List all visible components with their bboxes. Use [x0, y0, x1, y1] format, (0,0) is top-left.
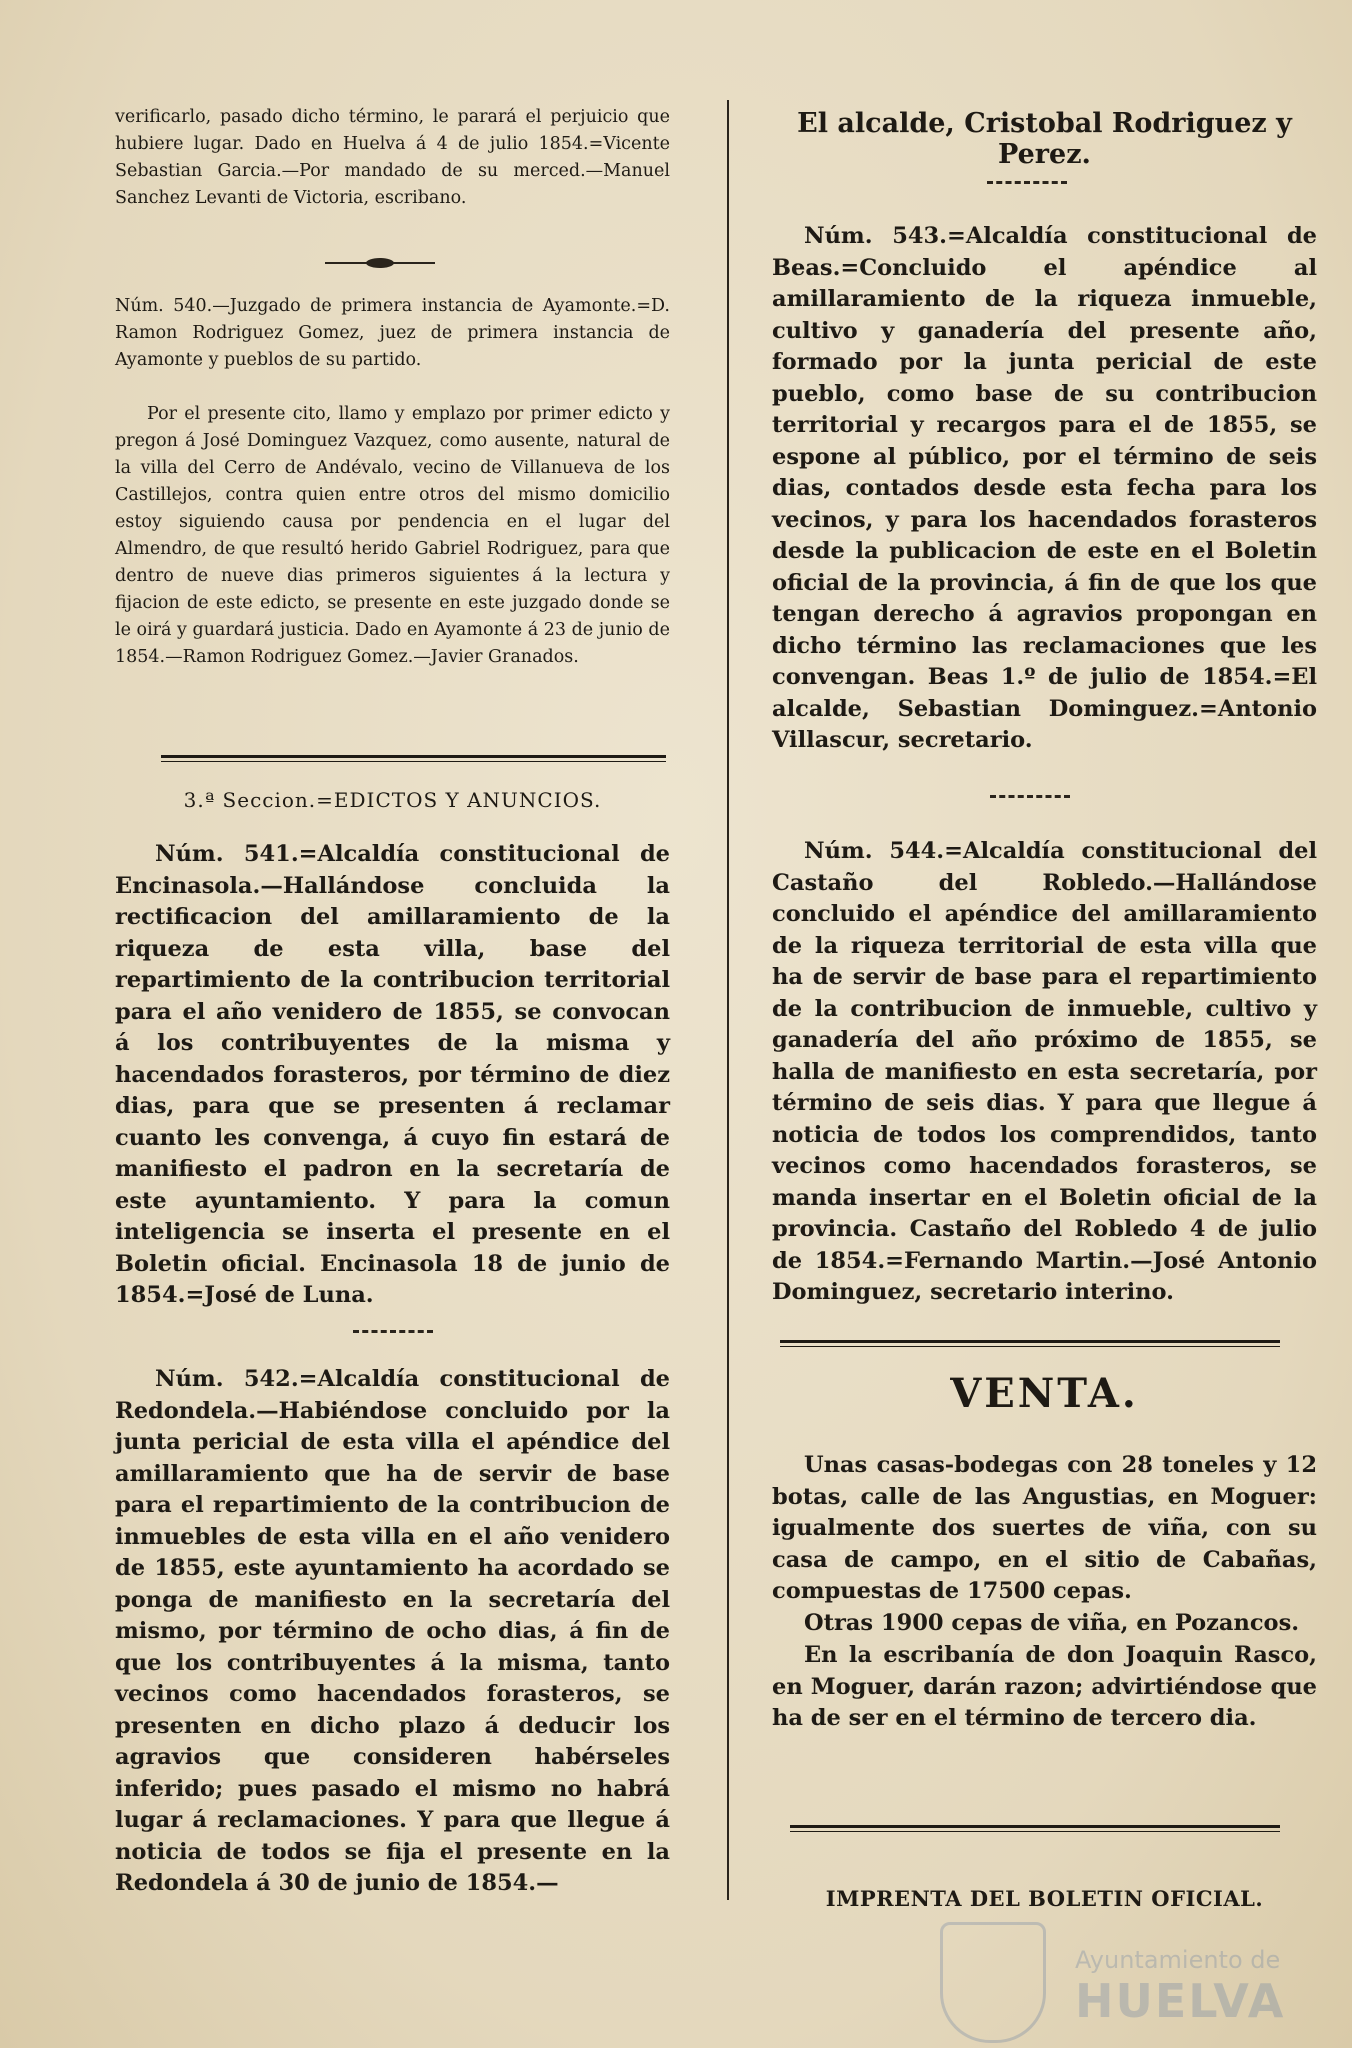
column-divider — [727, 100, 729, 1900]
ornament-separator — [325, 262, 435, 264]
dash-separator — [990, 795, 1070, 798]
notice-540-heading: Núm. 540.—Juzgado de primera instancia de Ayamonte.=D. Ramon Rodriguez Gomez, juez de primera instancia de Ayamonte y pueblos de su partido. — [115, 296, 670, 370]
dash-separator — [987, 181, 1067, 184]
section-rule — [780, 1340, 1280, 1347]
notice-542: Núm. 542.=Alcaldía constitucional de Redondela.—Habiéndose concluido por la junta pericial de esta villa el apéndice del amillaramiento que ha de servir de base para el repartimiento de la contribucion de inmuebles de esta villa en el año venidero de 1855, este ayuntamiento ha acordado se ponga de manifiesto en la secretaría del mismo, por término de ocho dias, á fin de que los contribuyentes á la misma, tanto vecinos como hacendados forasteros, se presenten en dicho plazo á deducir los agravios que consideren habérseles inferido; pues pasado el mismo no habrá lugar á reclamaciones. Y para que llegue á noticia de todos se fija el presente en la Redondela á 30 de junio de 1854.— — [115, 1366, 670, 1896]
notice-543: Núm. 543.=Alcaldía constitucional de Beas.=Concluido el apéndice al amillaramiento de la riqueza inmueble, cultivo y ganadería del presente año, formado por la junta pericial de este pueblo, como base de su contribucion territorial y recargos para el de 1855, se espone al público, por el término de seis dias, contados desde esta fecha para los vecinos, y para los hacendados forasteros desde la publicacion de este en el Boletin oficial de la provincia, á fin de que los que tengan derecho á agravios propongan en dicho término las reclamaciones que les convengan. Beas 1.º de julio de 1854.=El alcalde, Sebastian Dominguez.=Antonio Villascur, secretario. — [772, 223, 1317, 753]
shield-icon — [940, 1922, 1046, 2043]
imprenta-footer: IMPRENTA DEL BOLETIN OFICIAL. — [825, 1886, 1264, 1911]
venta-paragraph-1: Unas casas-bodegas con 28 toneles y 12 botas, calle de las Angustias, en Moguer: igualmente dos suertes de viña, con su casa de campo, en el sitio de Cabañas, compuestas de 17500 cepas. — [772, 1452, 1317, 1604]
section-heading: 3.ª Seccion.=EDICTOS Y ANUNCIOS. — [183, 788, 602, 812]
watermark — [940, 1922, 1320, 2037]
notice-544: Núm. 544.=Alcaldía constitucional del Castaño del Robledo.—Hallándose concluido el apéndice del amillaramiento de la riqueza territorial de esta villa que ha de servir de base para el repartimiento de la contribucion de inmueble, cultivo y ganadería del año próximo de 1855, se halla de manifiesto en esta secretaría, por término de seis dias. Y para que llegue á noticia de todos los comprendidos, tanto vecinos como hacendados forasteros, se manda insertar en el Boletin oficial de la provincia. Castaño del Robledo 4 de julio de 1854.=Fernando Martin.—José Antonio Dominguez, secretario interino. — [772, 838, 1317, 1305]
venta-paragraph-3: En la escribanía de don Joaquin Rasco, en Moguer, darán razon; advirtiéndose que ha de ser en el término de tercero dia. — [772, 1642, 1317, 1731]
dash-separator — [353, 1330, 433, 1333]
notice-541: Núm. 541.=Alcaldía constitucional de Encinasola.—Hallándose concluida la rectificacion del amillaramiento de la riqueza de esta villa, base del repartimiento de la contribucion territorial para el año venidero de 1855, se convocan á los contribuyentes de la misma y hacendados forasteros, por término de diez dias, para que se presenten á reclamar cuanto les convenga, á cuyo fin estará de manifiesto el padron en la secretaría de este ayuntamiento. Y para la comun inteligencia se inserta el presente en el Boletin oficial. Encinasola 18 de junio de 1854.=José de Luna. — [115, 841, 670, 1308]
notice-540-body: Por el presente cito, llamo y emplazo por primer edicto y pregon á José Dominguez Vazquez, como ausente, natural de la villa del Cerro de Andévalo, vecino de Villanueva de los Castillejos, contra quien entre otros del mismo domicilio estoy siguiendo causa por pendencia en el lugar del Almendro, de que resultó herido Gabriel Rodriguez, para que dentro de nueve dias primeros siguientes á la lectura y fijacion de este edicto, se presente en este juzgado donde se le oirá y guardará justicia. Dado en Ayamonte á 23 de junio de 1854.—Ramon Rodriguez Gomez.—Javier Granados. — [115, 404, 670, 667]
watermark-line-1: Ayuntamiento de — [1075, 1946, 1281, 1974]
venta-title: VENTA. — [950, 1370, 1139, 1417]
section-rule — [790, 1825, 1280, 1832]
venta-paragraph-2: Otras 1900 cepas de viña, en Pozancos. — [804, 1610, 1300, 1636]
notice-542-signature: El alcalde, Cristobal Rodriguez y Perez. — [797, 108, 1292, 170]
watermark-line-2: HUELVA — [1075, 1974, 1286, 2028]
section-rule — [161, 755, 666, 762]
intro-fragment: verificarlo, pasado dicho término, le parará el perjuicio que hubiere lugar. Dado en Huelva á 4 de julio 1854.=Vicente Sebastian Garcia.—Por mandado de su merced.—Manuel Sanchez Levanti de Victoria, escribano. — [115, 107, 670, 208]
